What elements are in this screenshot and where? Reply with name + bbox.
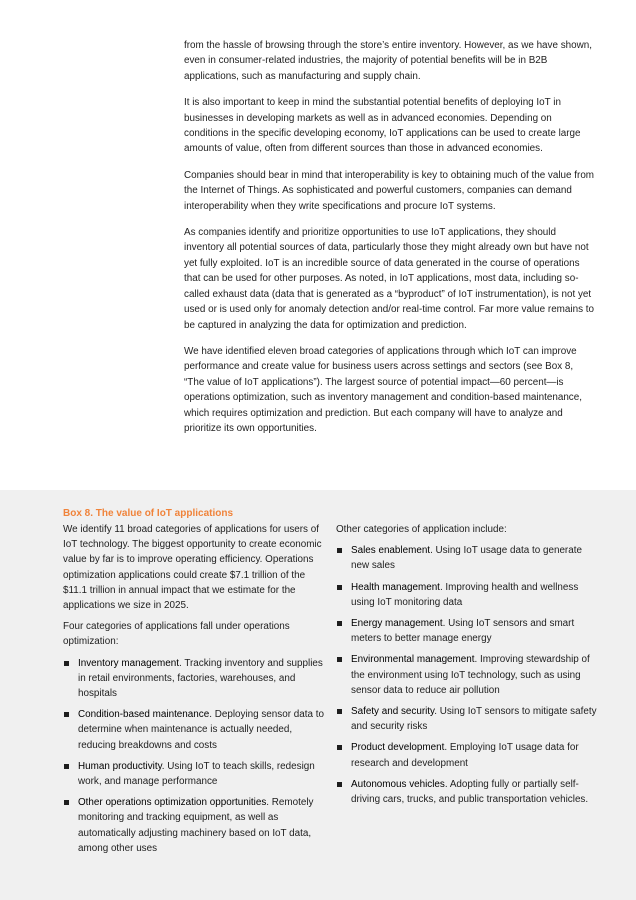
item-text: . Using IoT usage data to generate new sales [351,545,582,572]
list-item [336,543,598,573]
other-list [336,543,598,807]
bullet-icon [337,745,342,750]
list-item [336,616,598,646]
item-name: Safety and security [351,706,435,718]
item-text: . Employing IoT usage data for research and development [351,742,579,769]
list-item [63,707,325,753]
item-text: . Remotely monitoring and tracking equipment, as well as automatically adjusting machinery based on IoT data, among other uses [78,797,314,854]
bullet-icon [64,661,69,666]
box-title: Box 8. The value of IoT applications [63,508,234,519]
ops-intro: Four categories of applications fall under operations optimization: [63,621,290,648]
item-name: Product development [351,742,445,754]
list-item [336,652,598,698]
item-name: Environmental management [351,654,475,666]
item-name: Autonomous vehicles [351,778,445,790]
item-text: . Adopting fully or partially self-driving cars, trucks, and public transportation vehicles. [351,778,589,806]
paragraph: As companies identify and prioritize opportunities to use IoT applications, they should inventory all potential sources of data, particularly those they might already own but have not yet fully exploited. IoT is an incredible source of data generated in the course of operations that can be used for other purposes. As noted, in IoT applications, most data, including so-called exhaust data (data that is generated as a “byproduct” of IoT instrumentation), is not yet used or is used only for anomaly detection and/or real-time control. Far more value remains to be captured in analyzing the data for optimization and prediction. [184,227,595,331]
item-name: Human productivity [78,760,162,772]
paragraph: We have identified eleven broad categories of applications through which IoT can improve performance and create value for business users across settings and sectors (see Box 8, “The value of IoT applications”). The largest source of potential impact—60 percent—is operations optimization, such as inventory management and condition-based maintenance, which requires optimization and prediction. But each company will have to analyze and prioritize its own opportunities. [184,345,582,434]
item-name: Other operations optimization opportunities [78,797,267,809]
item-text: . Using IoT sensors to mitigate safety and security risks [351,706,597,733]
item-text: . Tracking inventory and supplies in retail environments, factories, warehouses, and hospitals [78,657,323,700]
list-item [63,795,325,856]
paragraph: Companies should bear in mind that interoperability is key to obtaining much of the value from the Internet of Things. As sophisticated and powerful customers, companies can demand interoperability when they write specifications and procure IoT systems. [184,169,595,212]
bullet-icon [337,585,342,590]
item-name: Energy management [351,618,443,630]
item-text: . Improving health and wellness using IoT monitoring data [351,581,579,608]
bullet-icon [64,764,69,769]
list-item [336,740,598,770]
item-name: Sales enablement [351,545,431,557]
paragraph: It is also important to keep in mind the substantial potential benefits of deploying IoT in businesses in developing markets as well as in advanced economies. Depending on conditions in the specific developing economy, IoT applications can be used to create large amounts of value, often from different sources than those in advanced economies. [184,97,581,155]
box-left-column [63,522,325,862]
bullet-icon [337,621,342,626]
list-item [336,580,598,610]
bullet-icon [64,800,69,805]
box-right-column [336,522,598,813]
bullet-icon [337,657,342,662]
paragraph: from the hassle of browsing through the store’s entire inventory. However, as we have shown, even in consumer-related industries, the majority of potential benefits will be in B2B applications, such as manufacturing and supply chain. [184,40,593,82]
item-text: . Using IoT to teach skills, redesign work, and manage performance [78,760,315,788]
sidebar-box [0,490,636,900]
item-text: . Using IoT sensors and smart meters to better manage energy [351,618,575,645]
list-item [63,759,325,789]
list-item [63,656,325,702]
list-item [336,777,598,807]
bullet-icon [64,712,69,717]
other-intro: Other categories of application include: [336,524,507,535]
item-text: . Deploying sensor data to determine when maintenance is actually needed, reducing breakdowns and costs [78,709,324,751]
list-item [336,704,598,734]
item-text: . Improving stewardship of the environment using IoT technology, such as using sensor data to reduce air pollution [351,654,590,696]
item-name: Inventory management [78,657,180,669]
bullet-icon [337,709,342,714]
bullet-icon [337,782,342,787]
box-intro: We identify 11 broad categories of applications for users of IoT technology. The biggest opportunity to create economic value by far is to improve operating efficiency. Operations optimization applications could create $7.1 trillion of the $11.1 trillion in annual impact that we estimate for the applications we size in 2025. [63,524,322,612]
item-name: Condition-based maintenance [78,709,210,721]
item-name: Health management [351,581,440,593]
body-text [184,38,596,447]
ops-list [63,656,325,856]
bullet-icon [337,548,342,553]
